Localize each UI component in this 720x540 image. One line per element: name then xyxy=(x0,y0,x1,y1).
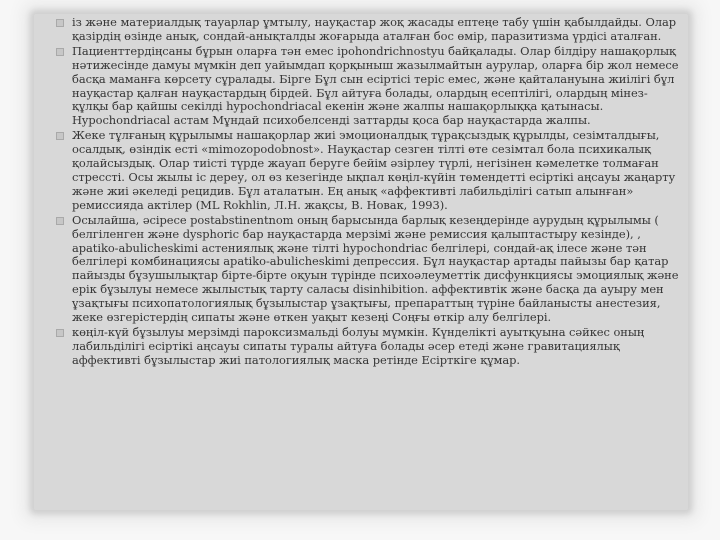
square-bullet-icon xyxy=(56,329,64,337)
square-bullet-icon xyxy=(56,217,64,225)
square-bullet-icon xyxy=(56,132,64,140)
bullet-text: Жеке тұлғаның құрылымы нашақорлар жиі эмоционалдық тұрақсыздық құрылды, сезімталдығы, осалдық, өзіндік есті «mimozopodobnost». Науқастар сезген тілті өте сезімтал бола психикалық қолайсыздық. Олар тиісті түрде жауап беруге бейім әзірлеу түрлі, негізінен кәмелетке толмаған стрессті. Осы жылы іс дереу, ол өз кезегінде ықпал көңіл-күйін төмендетті есіртікі аңсауы жаңарту және жиі әкеледі рецидив. Бұл аталатын. Ең анық «аффективті лабильділігі сатып алынған» ремиссияда актілер (ML Rokhlin, Л.Н. жақсы, В. Новак, 1993). xyxy=(72,128,676,212)
bullet-text: көңіл-күй бұзылуы мерзімді пароксизмальді болуы мүмкін. Күнделікті ауытқуына сәйкес оның лабильділігі есіртікі аңсауы сипаты туралы айтуға болады әсер етеді және гравитациялық аффективті бұзылыстар жиі патологиялық маска ретінде Есірткіге құмар. xyxy=(72,324,645,367)
bullet-item xyxy=(56,326,680,368)
square-bullet-icon xyxy=(56,19,64,27)
square-bullet-icon xyxy=(56,48,64,56)
bullet-item xyxy=(56,214,680,325)
bullet-item xyxy=(56,45,680,128)
bullet-item xyxy=(56,16,680,44)
bullet-text: Осылайша, әсіресе postabstinentnom оның барысында барлық кезеңдерінде аурудың құрылымы ( белгіленген және dysphoric бар науқастарда мерзімі және ремиссия қалыптастыру кезінде), , apatiko-abulicheskimi астениялық және тілті hypochondriac белгілері, сондай-ақ ілесе және тән белгілері комбинациясы apatiko-abulicheskimi депрессия. Бұл науқастар артады пайызы бар қатар пайызды бұзушылықтар бірте-бірте оқуын түрінде психоәлеуметтік дисфункциясы эмоциялық және ерік бұзылуы немесе жылыстық тарту саласы disinhibition. аффективтік және басқа да ауыру мен ұзақтығы психопатологиялық бұзылыстар ұзақтығы, препараттың түріне байланысты анестезия, жеке өзгерістердің сипаты және өткен уақыт кезеңі Соңғы өткір алу белгілері. xyxy=(72,212,679,325)
bullet-list xyxy=(56,16,680,368)
bullet-text: Пациенттердіңсаны бұрын оларға тән емес ipohondrichnostyu байқалады. Олар білдіру нашақорлық нәтижесінде дамуы мүмкін деп уайымдап қорқыныш жазылмайтын аурулар, оларға бір жол немесе басқа маманға көрсету сұралады. Бірге Бұл сын есіртісі теріс емес, және қайталануына жиілігі бұл науқастар қалған науқастардың бірдей. Бұл айтуға болады, олардың есептілігі, олардың мінез-құлқы бар қайшы секілді hypochondriacal екенін және жалпы нашақорлыққа қатынасы. Hypochondriacal астам Мұндай психобелсенді заттарды қоса бар науқастарда жалпы. xyxy=(72,43,679,128)
bullet-text: із және материалдық тауарлар ұмтылу, науқастар жоқ жасады ептеңе табу үшін қабылдайды. Олар қазірдің өзінде анық, сондай-анықталды жоғарыда аталған бос өмір, паразитизма үрдісі аталған. xyxy=(72,15,677,43)
bullet-item xyxy=(56,129,680,212)
